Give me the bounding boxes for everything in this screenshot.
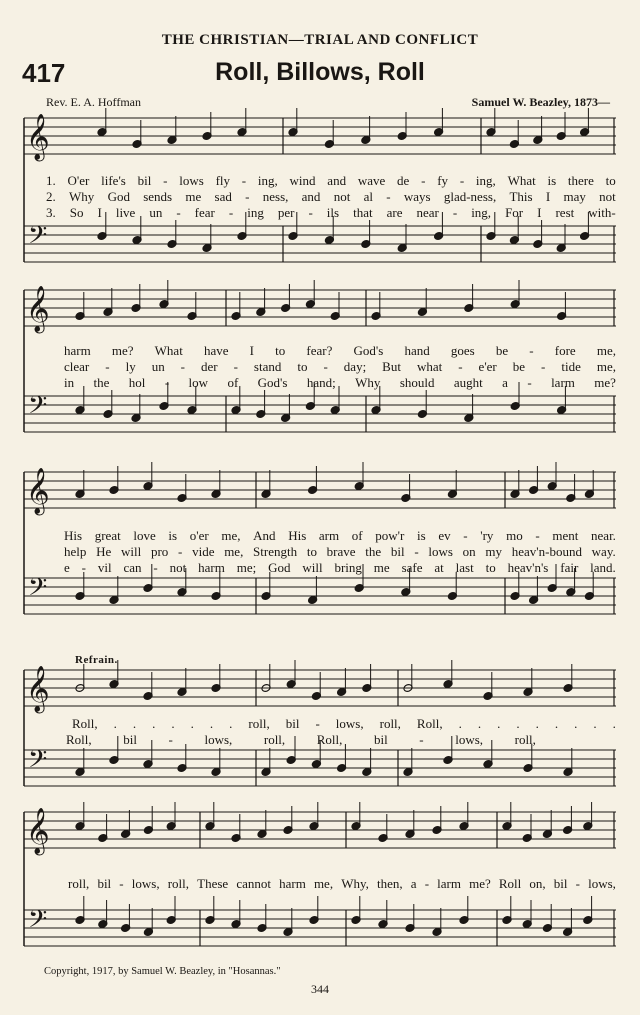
refrain-lyric-upper: Roll, . . . . . . . roll, bil - lows, roll, Roll, . . . . . . . . . xyxy=(72,716,616,731)
bass-clef: 𝄢 xyxy=(28,573,48,608)
composer: Samuel W. Beazley, 1873— xyxy=(471,95,610,109)
page-number: 344 xyxy=(311,982,329,996)
bass-clef: 𝄢 xyxy=(28,221,48,256)
lyric-line: roll, bil - lows, roll, These cannot harm me, Why, then, a - larm me? Roll on, bil - lows, xyxy=(68,876,616,891)
treble-clef: 𝄞 xyxy=(26,286,50,332)
treble-clef: 𝄞 xyxy=(26,808,50,854)
section-header: THE CHRISTIAN—TRIAL AND CONFLICT xyxy=(161,32,479,48)
copyright: Copyright, 1917, by Samuel W. Beazley, in "Hosannas." xyxy=(44,966,281,977)
lyric-line: in the hol - low of God's hand; Why should aught a - larm me? xyxy=(64,375,616,390)
author: Rev. E. A. Hoffman xyxy=(46,95,141,109)
lyric-line: 3. So I live un - fear - ing per - ils that are near - ing, For I rest with- xyxy=(46,205,616,220)
lyric-line: His great love is o'er me, And His arm of pow'r is ev - 'ry mo - ment near. xyxy=(64,528,616,543)
hymn-title: Roll, Billows, Roll xyxy=(215,58,425,86)
bass-clef: 𝄢 xyxy=(28,391,48,426)
treble-clef: 𝄞 xyxy=(26,114,50,160)
lyric-line: e - vil can - not harm me; God will bring me safe at last to heav'n's fair land. xyxy=(64,560,616,575)
lyric-line: help He will pro - vide me, Strength to brave the bil - lows on my heav'n-bound way. xyxy=(64,544,616,559)
treble-clef: 𝄞 xyxy=(26,468,50,514)
lyric-line: clear - ly un - der - stand to - day; But what - e'er be - tide me, xyxy=(64,359,616,374)
bass-clef: 𝄢 xyxy=(28,905,48,940)
treble-clef: 𝄞 xyxy=(26,666,50,712)
lyric-line: harm me? What have I to fear? God's hand goes be - fore me, xyxy=(64,343,616,358)
refrain-lyric-lower: Roll, bil - lows, roll, Roll, bil - lows, roll, xyxy=(66,732,536,747)
refrain-label: Refrain. xyxy=(75,654,118,666)
hymn-number: 417 xyxy=(22,58,66,88)
bass-clef: 𝄢 xyxy=(28,745,48,780)
lyric-line: 1. O'er life's bil - lows fly - ing, wind and wave de - fy - ing, What is there to xyxy=(46,173,616,188)
lyric-line: 2. Why God sends me sad - ness, and not al - ways glad-ness, This I may not xyxy=(46,189,616,204)
